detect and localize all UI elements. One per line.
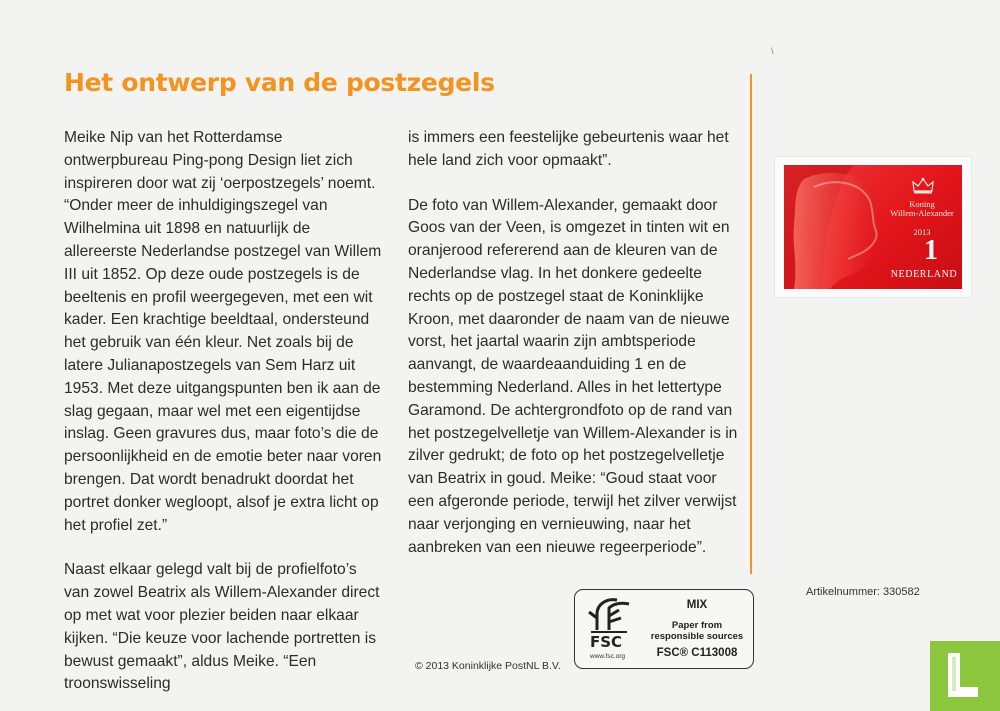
article-paragraph: is immers een feestelijke gebeurtenis waar het hele land zich voor opmaakt”. (408, 129, 729, 169)
article-paragraph: De foto van Willem-Alexander, gemaakt door Goos van der Veen, is omgezet in tinten wit en oranjerood refererend aan de kleuren van de Nederlandse vlag. In het donkere gedeelte rechts op de postzegel staat de Koninklijke Kroon, met daaronder de naam van de nieuwe vorst, het jaartal waarin zijn ambtsperiode aanvangt, de waardeaanduiding 1 en de bestemming Nederland. Alles in het lettertype Garamond. De achtergrondfoto op de rand van het postzegelvelletje van Willem-Alexander is in zilver gedrukt; de foto op het postzegelvelletje van Beatrix in goud. Meike: “Goud staat voor een afgeronde periode, terwijl het zilver verwijst naar verjonging en vernieuwing, naar het aanbreken van een nieuwe regeerperiode”. (408, 196, 738, 556)
fsc-code: FSC® C113008 (656, 647, 738, 659)
stamp-country: NEDERLAND (890, 269, 958, 280)
fsc-paper-line1: Paper from (671, 620, 723, 631)
copyright-text: © 2013 Koninklijke PostNL B.V. (415, 660, 561, 672)
fsc-website: www.fsc.org (590, 653, 626, 660)
fsc-logo-text: FSC (590, 633, 623, 651)
stamp-value: 1 (924, 235, 938, 266)
article-column-right (408, 127, 738, 559)
page-title: Het ontwerp van de postzegels (64, 68, 495, 97)
article-column-left (64, 127, 386, 696)
fsc-tree-icon (585, 594, 633, 634)
fsc-mix: MIX (686, 599, 708, 611)
stamp-year: 2013 (913, 227, 931, 237)
postage-stamp (775, 157, 971, 297)
orange-divider (750, 74, 752, 574)
stamp-title-line2: Willem-Alexander (890, 208, 954, 218)
article-number: Artikelnummer: 330582 (806, 586, 920, 598)
crown-icon (912, 177, 934, 195)
fsc-label (574, 589, 754, 669)
fsc-paper-text (643, 620, 751, 642)
postnl-logo-icon (930, 641, 1000, 711)
stamp-title-line1: Koning (909, 199, 935, 209)
article-paragraph: Naast elkaar gelegd valt bij de profielfoto’s van zowel Beatrix als Willem-Alexander direct op met wat voor plezier beiden naar elkaar kijken. “Die keuze voor lachende portretten is bewust gemaakt”, aldus Meike. “Een troonswisseling (64, 561, 380, 693)
corner-mark: \ (771, 46, 774, 56)
stamp-image (784, 165, 962, 289)
fsc-paper-line2: responsible sources (650, 631, 744, 642)
article-paragraph: Meike Nip van het Rotterdamse ontwerpbureau Ping-pong Design liet zich inspireren door wat zij ‘oerpostzegels’ noemt. “Onder meer de inhuldigingszegel van Wilhelmina uit 1898 en natuurlijk de allereerste Nederlandse postzegel van Willem III uit 1852. Op deze oude postzegels is de beeltenis en profil weergegeven, met een wit kader. Een krachtige beeldtaal, ondersteund het gebruik van één kleur. Net zoals bij de latere Julianapostzegels van Sem Harz uit 1953. Met deze uitgangspunten ben ik aan de slag gegaan, maar wel met een eigentijdse inslag. Geen gravures dus, maar foto’s die de persoonlijkheid en de emotie beter naar voren brengen. Dat wordt benadrukt doordat het portret donker wegloopt, alsof je extra licht op het profiel zet.” (64, 129, 382, 534)
